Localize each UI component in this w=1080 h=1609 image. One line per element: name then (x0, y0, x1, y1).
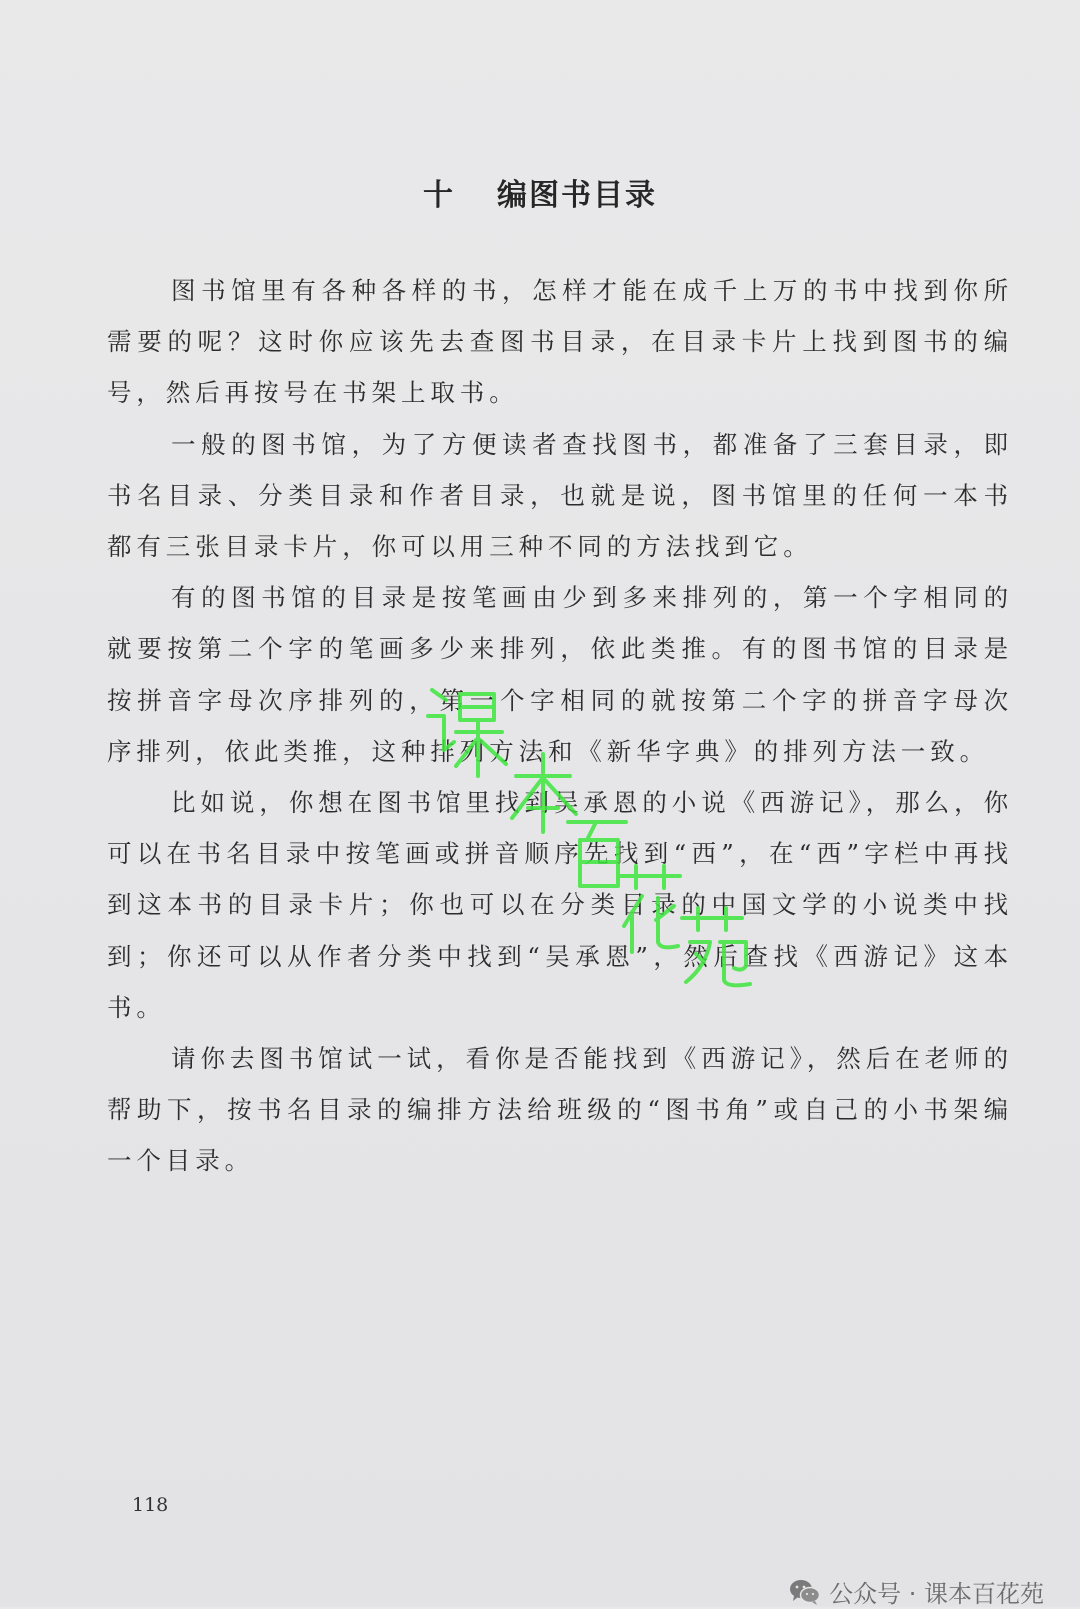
chapter-title (0, 170, 1080, 214)
page-number: 118 (132, 1494, 169, 1516)
chapter-title-text: 编图书目录 (497, 178, 657, 213)
account-label: 公众号 · 课本百花苑 (829, 1580, 1044, 1608)
paragraph: 一般的图书馆，为了方便读者查找图书，都准备了三套目录，即书名目录、分类目录和作者目录，也就是说，图书馆里的任何一本书都有三张目录卡片，你可以用三种不同的方法找到它。 (107, 429, 1013, 562)
body-text (107, 265, 1013, 1187)
paragraph: 比如说，你想在图书馆里找到吴承恩的小说《西游记》，那么，你可以在书名目录中按笔画或拼音顺序先找到“西”，在“西”字栏中再找到这本书的目录卡片；你也可以在分类目录的中国文学的小说类中找到；你还可以从作者分类中找到“吴承恩”，然后查找《西游记》这本书。 (107, 788, 1013, 1022)
wechat-icon (789, 1578, 821, 1606)
chapter-number: 十 (423, 178, 455, 213)
paragraph: 请你去图书馆试一试，看你是否能找到《西游记》，然后在老师的帮助下，按书名目录的编排方法给班级的“图书角”或自己的小书架编一个目录。 (107, 1044, 1013, 1176)
account-watermark (789, 1574, 1044, 1609)
paragraph: 有的图书馆的目录是按笔画由少到多来排列的，第一个字相同的就要按第二个字的笔画多少来排列，依此类推。有的图书馆的目录是按拼音字母次序排列的，第一个字相同的就按第二个字的拼音字母次序排列，依此类推，这种排列方法和《新华字典》的排列方法一致。 (107, 583, 1013, 766)
paragraph: 图书馆里有各种各样的书，怎样才能在成千上万的书中找到你所需要的呢？这时你应该先去查图书目录，在目录卡片上找到图书的编号，然后再按号在书架上取书。 (107, 276, 1013, 408)
